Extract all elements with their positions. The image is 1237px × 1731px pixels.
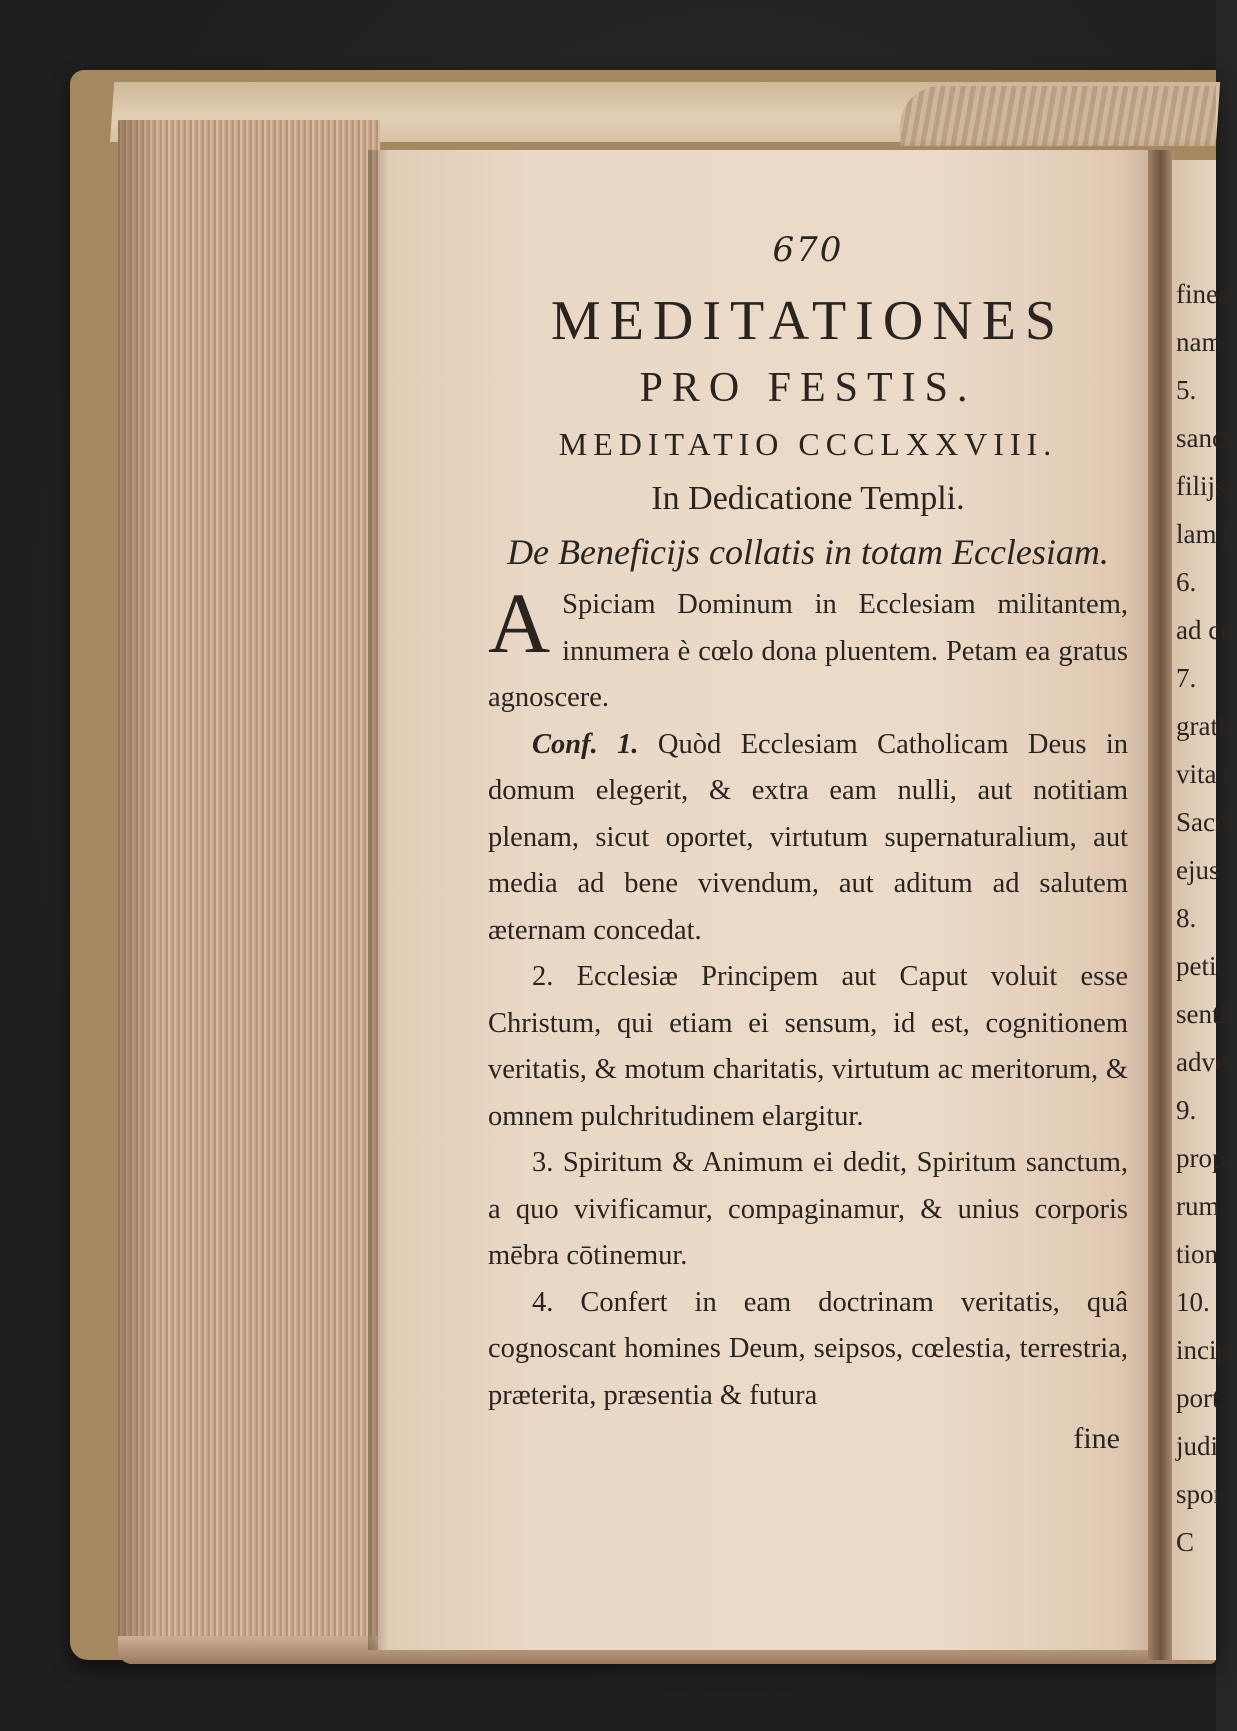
intro-text: Spiciam Dominum in Ecclesiam militantem, innumera è cœlo dona pluentem. Petam ea gratus agnoscere.: [488, 589, 1128, 713]
right-line: 9.: [1176, 1095, 1197, 1125]
drop-cap: A: [488, 575, 551, 671]
occasion-heading: In Dedicatione Templi.: [651, 480, 965, 517]
page-subtitle: PRO FESTIS.: [639, 365, 977, 411]
book-gutter: [1148, 150, 1174, 1660]
right-line: spor: [1176, 1479, 1223, 1509]
right-line: filijs,: [1176, 471, 1233, 501]
topic-heading: De Beneficijs collatis in totam Ecclesiam.: [507, 532, 1109, 572]
right-line: finea: [1176, 279, 1230, 309]
page-block-edges: [118, 120, 380, 1650]
right-line: ad cu: [1176, 615, 1234, 645]
point-3: 3. Spiritum & Animum ei dedit, Spiritum sanctum, a quo vivificamur, compaginamur, & unius corporis mēbra cōtinemur.: [488, 1147, 1128, 1271]
point-4: 4. Confert in eam doctrinam veritatis, quâ cognoscant homines Deum, seipsos, cœlestia, terrestria, præterita, præsentia & futura: [488, 1286, 1128, 1411]
right-line: adve: [1176, 1047, 1227, 1077]
right-line: petit: [1176, 951, 1224, 981]
catchword: fine: [1073, 1422, 1120, 1455]
point-1-label: Conf. 1.: [532, 728, 639, 760]
right-line: gratia: [1176, 711, 1237, 741]
right-line: vita c: [1176, 759, 1236, 789]
right-line: tion: [1176, 1239, 1219, 1269]
right-line: nam: [1176, 327, 1223, 357]
page-number: 670: [772, 230, 844, 270]
right-line: rum: [1176, 1191, 1220, 1221]
point-2: 2. Ecclesiæ Principem aut Caput voluit esse Christum, qui etiam ei sensum, id est, cognitionem veritatis, & motum charitatis, virtutum ac meritorum, & omnem pulchritudinem elargitur.: [488, 961, 1128, 1132]
meditation-heading: MEDITATIO CCCLXXVIII.: [558, 426, 1058, 462]
headband: [900, 86, 1216, 146]
right-line: 5.: [1176, 375, 1197, 405]
meditation-body: [488, 575, 1128, 1419]
right-line: Sacri: [1176, 807, 1232, 837]
right-line: 7.: [1176, 663, 1197, 693]
right-line: ejus: [1176, 855, 1220, 885]
intro-paragraph: [488, 575, 1128, 722]
right-line: 10.: [1176, 1287, 1210, 1317]
right-line: judi: [1176, 1431, 1219, 1461]
point-1: [488, 722, 1128, 955]
right-line: 6.: [1176, 567, 1197, 597]
right-page-fragments: [1176, 270, 1237, 1566]
page-text: [488, 230, 1128, 1459]
page-shadow: [368, 150, 388, 1650]
right-line: incip: [1176, 1335, 1230, 1365]
point-1-text: Quòd Ecclesiam Catholicam Deus in domum elegerit, & extra eam nulli, aut notitiam plenam, sicut oportet, virtutum supernaturalium, aut media ad bene vivendum, aut aditum ad salutem æternam concedat.: [488, 728, 1128, 946]
right-line: lam j: [1176, 519, 1231, 549]
page-title: MEDITATIONES: [550, 290, 1066, 352]
right-line: 8.: [1176, 903, 1197, 933]
right-line: C: [1176, 1527, 1195, 1557]
right-line: port: [1176, 1383, 1220, 1413]
right-line: sanct: [1176, 423, 1232, 453]
right-line: prop: [1176, 1143, 1226, 1173]
right-line: senti: [1176, 999, 1227, 1029]
